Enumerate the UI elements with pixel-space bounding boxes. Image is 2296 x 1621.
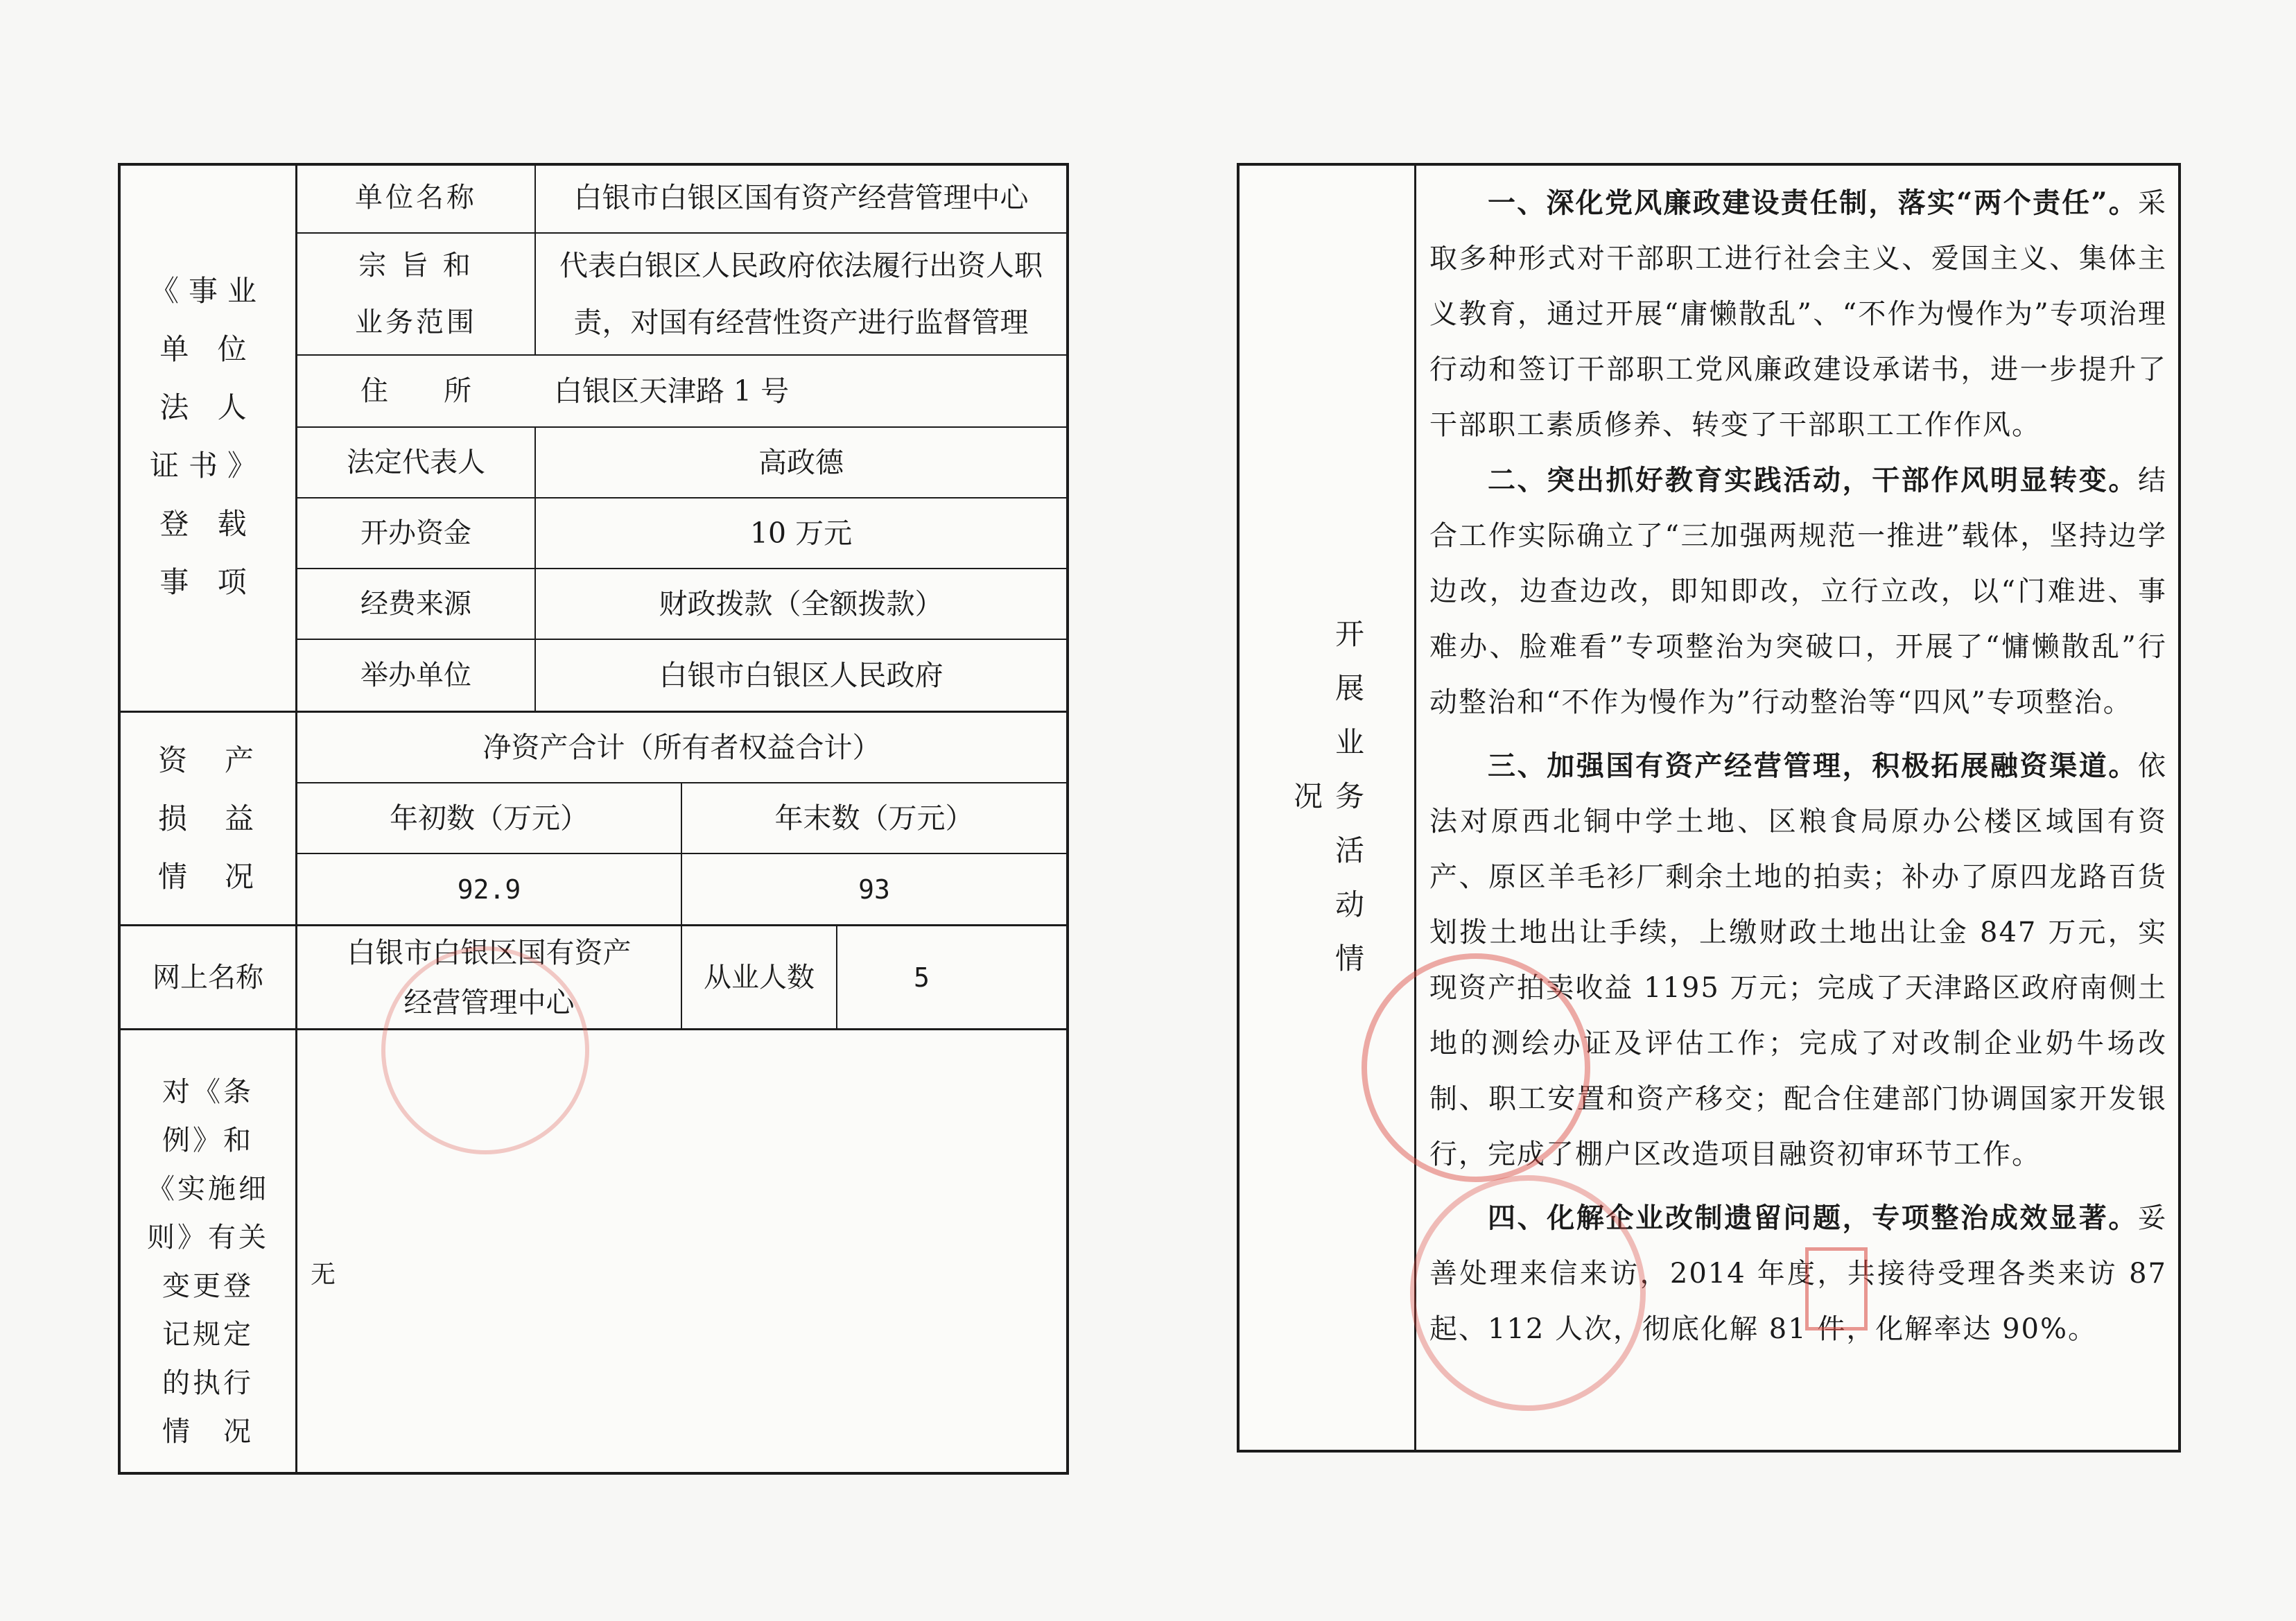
heading-line: 资 产 [157,743,258,777]
legal-rep-label: 法定代表人 [347,447,485,478]
unit-name-value: 白银市白银区国有资产经营管理中心 [573,181,1029,214]
end-year-header: 年末数（万元） [774,801,974,835]
activities-heading [1240,163,1414,1453]
sponsor-value: 白银市白银区人民政府 [659,659,943,692]
right-page [1237,163,2181,1453]
net-assets-header: 净资产合计（所有者权益合计） [482,731,881,764]
start-year-value: 92.9 [457,874,521,905]
heading-line: 事 项 [159,565,256,599]
legal-rep-value: 高政德 [758,446,844,479]
heading-line: 损 益 [157,801,258,835]
changes-heading [121,1030,295,1472]
purpose-label-line: 业务范围 [355,306,477,338]
address-value: 白银区天津路 1 号 [554,374,790,408]
paragraph-2 [1429,453,2167,730]
staff-count-value: 5 [914,962,930,993]
activities-body [1429,175,2167,1357]
divider-heading-col [1414,163,1416,1453]
end-year-value: 93 [858,874,890,905]
heading-line: 情 况 [162,1415,254,1448]
paragraph-3-heading: 三、加强国有资产经营管理，积极拓展融资渠道。 [1488,749,2138,782]
funding-source-value: 财政拨款（全额拨款） [659,587,943,621]
start-year-header: 年初数（万元） [390,801,589,835]
sponsor-label: 举办单位 [360,659,471,691]
signature-stamp [1805,1247,1868,1330]
heading-line: 单 位 [159,332,256,366]
online-name-value [297,926,681,1028]
paragraph-1 [1429,175,2167,453]
address-label: 住 所 [360,375,471,407]
paragraph-2-heading: 二、突出抓好教育实践活动，干部作风明显转变。 [1488,464,2138,496]
heading-line: 记规定 [162,1318,254,1351]
heading-line: 登 载 [159,507,256,541]
online-name-line: 白银市白银区国有资产 [347,935,632,969]
paragraph-1-heading: 一、深化党风廉政建设责任制，落实“两个责任”。 [1488,187,2138,219]
paragraph-3 [1429,738,2167,1182]
heading-line: 则》有关 [147,1221,269,1254]
left-page [118,163,1069,1475]
assets-heading [121,713,295,924]
paragraph-4-text: 妥善处理来信来访，2014 年度，共接待受理各类来访 87 起、112 人次，彻底化解 81 件，化解率达 90%。 [1429,1202,2167,1345]
changes-value: 无 [311,1260,336,1289]
paragraph-2-text: 结合工作实际确立了“三加强两规范一推进”载体，坚持边学边改，边查边改，即知即改，立行立改，以“门难进、事难办、脸难看”专项整治为突破口，开展了“慵懒散乱”行动整治和“不作为慢作为”行动整治等“四风”专项整治。 [1429,465,2167,718]
online-name-line: 经营管理中心 [403,985,575,1019]
paragraph-1-text: 采取多种形式对干部职工进行社会主义、爱国主义、集体主义教育，通过开展“庸懒散乱”、“不作为慢作为”专项治理行动和签订干部职工党风廉政建设承诺书，进一步提升了干部职工素质修养、转变了干部职工工作作风。 [1429,187,2167,441]
purpose-value-line: 代表白银区人民政府依法履行出资人职 [559,249,1043,282]
purpose-value [536,234,1066,354]
border-bottom [118,1472,1069,1475]
unit-name-label: 单位名称 [355,182,477,214]
heading-line: 例》和 [162,1124,254,1156]
paragraph-4-heading: 四、化解企业改制遗留问题，专项整治成效显著。 [1488,1202,2138,1234]
border-right [1066,163,1069,1475]
heading-line: 法 人 [159,390,256,424]
heading-line: 《事业 [149,274,266,308]
heading-line: 变更登 [162,1269,254,1302]
activities-heading-text: 开展业务活动情况 [1289,618,1365,997]
heading-line: 《实施细 [147,1172,269,1205]
capital-label: 开办资金 [360,517,471,549]
heading-line: 证书》 [149,449,266,483]
online-name-label: 网上名称 [153,961,263,994]
funding-source-label: 经费来源 [360,588,471,620]
heading-line: 对《条 [162,1075,254,1108]
purpose-label [297,234,534,354]
staff-count-label: 从业人数 [704,961,815,994]
border-right [2178,163,2181,1453]
purpose-label-line: 宗 旨 和 [358,250,473,281]
certificate-heading [121,163,295,711]
heading-line: 情 况 [157,859,258,894]
heading-line: 的执行 [162,1367,254,1399]
paragraph-4 [1429,1190,2167,1357]
purpose-value-line: 责，对国有经营性资产进行监督管理 [573,306,1029,339]
capital-value: 10 万元 [749,517,853,550]
paragraph-3-text: 依法对原西北铜中学土地、区粮食局原办公楼区域国有资产、原区羊毛衫厂剩余土地的拍卖；补办了原四龙路百货划拨土地出让手续，上缴财政土地出让金 847 万元，实现资产拍卖收益 1195 万元；完成了天津路区政府南侧土地的测绘办证及评估工作；完成了对改制企业奶牛场改制、职工安置和资产移交；配合住建部门协调国家开发银行，完成了棚户区改造项目融资初审环节工作。 [1429,750,2167,1170]
